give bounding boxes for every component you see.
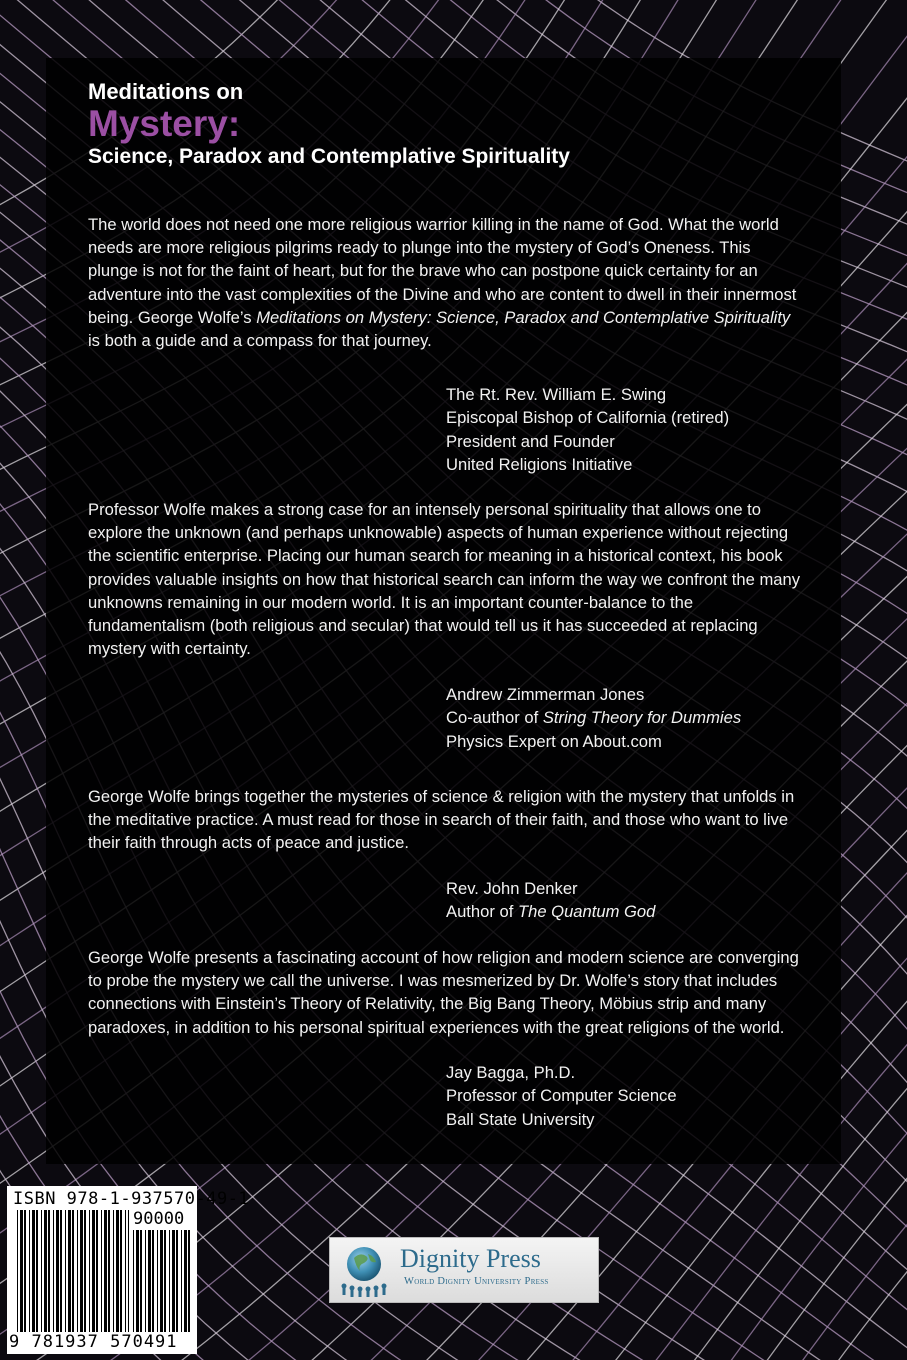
isbn-barcode xyxy=(7,1186,250,1354)
endorsement-4-text: George Wolfe presents a fascinating account of how religion and modern science are converging to probe the mystery we call the universe. I was mesmerized by Dr. Wolfe’s story that includes connections with Einstein’s Theory of Relativity, the Big Bang Theory, Möbius strip and many paradoxes, in addition to his personal spiritual experiences with the great religions of the world. xyxy=(88,948,799,1037)
attribution-line: Episcopal Bishop of California (retired) xyxy=(446,408,730,428)
attribution-line: Ball State University xyxy=(446,1109,595,1129)
barcode-bars xyxy=(17,1210,129,1332)
attribution-line: The Rt. Rev. William E. Swing xyxy=(446,385,667,404)
endorsement-2-text: Professor Wolfe makes a strong case for an intensely personal spirituality that allows one to explore the unknown (and perhaps unknowable) aspects of human experience without rejecting the scientific enterprise. Placing our human search for meaning in a historical context, his book provides valuable insights on how that historical search can inform the way we confront the many unknowns remaining in our modern world. It is an important counter-balance to the fundamentalism (both religious and secular) that would tell us it has succeeded at replacing mystery with certainty. xyxy=(88,500,801,659)
endorsement-4 xyxy=(88,946,803,1039)
isbn-digits: 9 781937 570491 xyxy=(9,1332,178,1352)
attribution-book-title: String Theory for Dummies xyxy=(542,708,742,728)
endorsement-2 xyxy=(88,498,803,660)
price-code: 90000 xyxy=(133,1209,185,1229)
isbn-label: ISBN 978-1-937570-49-1 xyxy=(13,1189,250,1209)
attribution-line: President and Founder xyxy=(446,431,615,451)
title-mystery: Mystery: xyxy=(88,103,241,144)
endorsement-1 xyxy=(88,213,803,352)
globe-icon xyxy=(338,1242,390,1298)
attribution-4 xyxy=(446,1061,677,1131)
title-block xyxy=(88,78,570,172)
endorsement-3-text: George Wolfe brings together the mysteries of science & religion with the mystery that unfolds in the meditative practice. A must read for those in search of their faith, and those who want to live their faith through acts of peace and justice. xyxy=(88,787,795,853)
endorsement-3 xyxy=(88,785,803,855)
attribution-role: Author of The Quantum God xyxy=(446,902,656,922)
addon-barcode-bars xyxy=(133,1230,191,1332)
attribution-name: Rev. John Denker xyxy=(446,879,578,898)
title-line-1: Meditations on xyxy=(88,79,244,104)
attribution-book-title: The Quantum God xyxy=(517,902,656,922)
attribution-3 xyxy=(446,877,655,924)
attribution-line: Jay Bagga, Ph.D. xyxy=(446,1063,576,1082)
publisher-subtitle: World Dignity University Press xyxy=(404,1276,549,1287)
attribution-line: United Religions Initiative xyxy=(446,455,633,475)
publisher-logo xyxy=(329,1237,599,1303)
attribution-name: Andrew Zimmerman Jones xyxy=(446,685,645,704)
endorsement-1-text-end: is both a guide and a compass for that journey. xyxy=(88,331,432,351)
attribution-2 xyxy=(446,683,741,753)
publisher-name: Dignity Press xyxy=(400,1244,541,1273)
attribution-role: Co-author of String Theory for Dummies xyxy=(446,708,742,728)
endorsement-1-book-title: Meditations on Mystery: Science, Paradox and Contemplative Spirituality xyxy=(256,307,791,327)
subtitle: Science, Paradox and Contemplative Spirituality xyxy=(88,145,570,168)
attribution-extra: Physics Expert on About.com xyxy=(446,731,662,751)
attribution-1 xyxy=(446,383,729,477)
endorsement-1-text: The world does not need one more religious warrior killing in the name of God. What the world needs are more religious pilgrims ready to plunge into the mystery of God’s Oneness. This plunge is not for the faint of heart, but for the brave who can postpone quick certainty for an adventure into the vast complexities of the Divine and who are content to dwell in their innermost being. George Wolfe’s xyxy=(88,215,797,327)
attribution-line: Professor of Computer Science xyxy=(446,1086,677,1106)
